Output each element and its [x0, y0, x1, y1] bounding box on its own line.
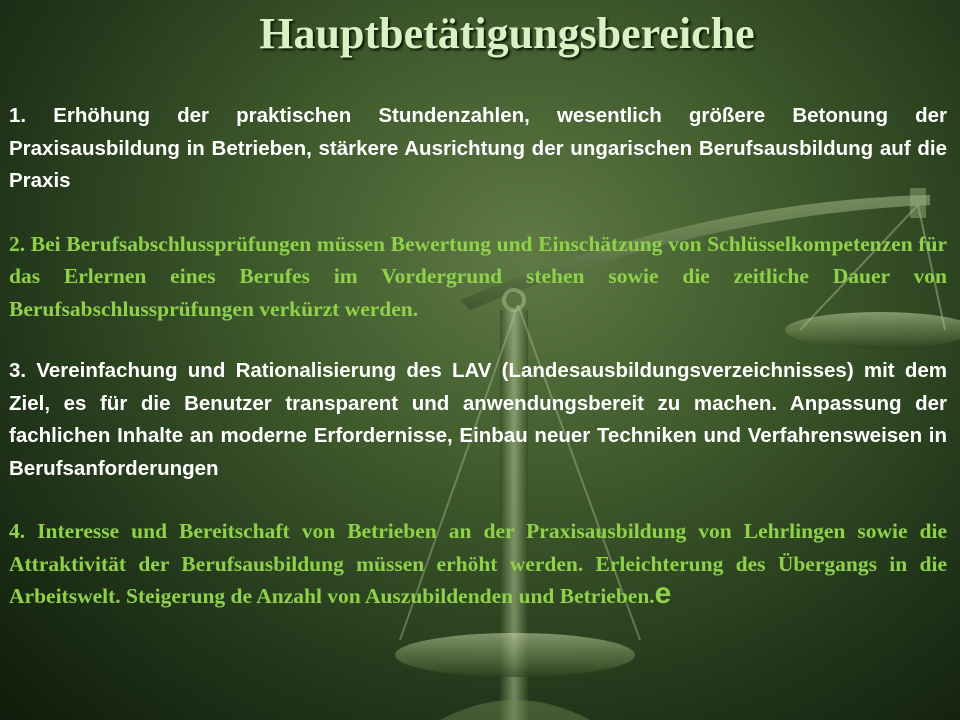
point-4 [9, 515, 947, 613]
point-4-suffix: e [654, 577, 672, 610]
slide-content [9, 100, 947, 613]
point-1: 1. Erhöhung der praktischen Stundenzahlen, wesentlich größere Betonung der Praxisausbildung in Betrieben, stärkere Ausrichtung der ungarischen Berufsausbildung auf die Praxis [9, 104, 947, 192]
slide-title: Hauptbetätigungsbereiche [259, 9, 755, 58]
point-2: 2. Bei Berufsabschlussprüfungen müssen Bewertung und Einschätzung von Schlüsselkompetenzen für das Erlernen eines Berufes im Vordergrund stehen sowie die zeitliche Dauer von Berufsabschlussprüfungen verkürzt werden. [9, 231, 947, 321]
point-4-text: 4. Interesse und Bereitschaft von Betrieben an der Praxisausbildung von Lehrlingen sowie die Attraktivität der Berufsausbildung müssen erhöht werden. Erleichterung des Übergangs in die Arbeitswelt. Steigerung de Anzahl von Auszubildenden und Betrieben. [9, 519, 947, 608]
point-3: 3. Vereinfachung und Rationalisierung des LAV (Landesausbildungsverzeichnisses) mit dem Ziel, es für die Benutzer transparent und anwendungsbereit zu machen. Anpassung der fachlichen Inhalte an moderne Erfordernisse, Einbau neuer Techniken und Verfahrensweisen in Berufsanforderungen [9, 359, 947, 480]
